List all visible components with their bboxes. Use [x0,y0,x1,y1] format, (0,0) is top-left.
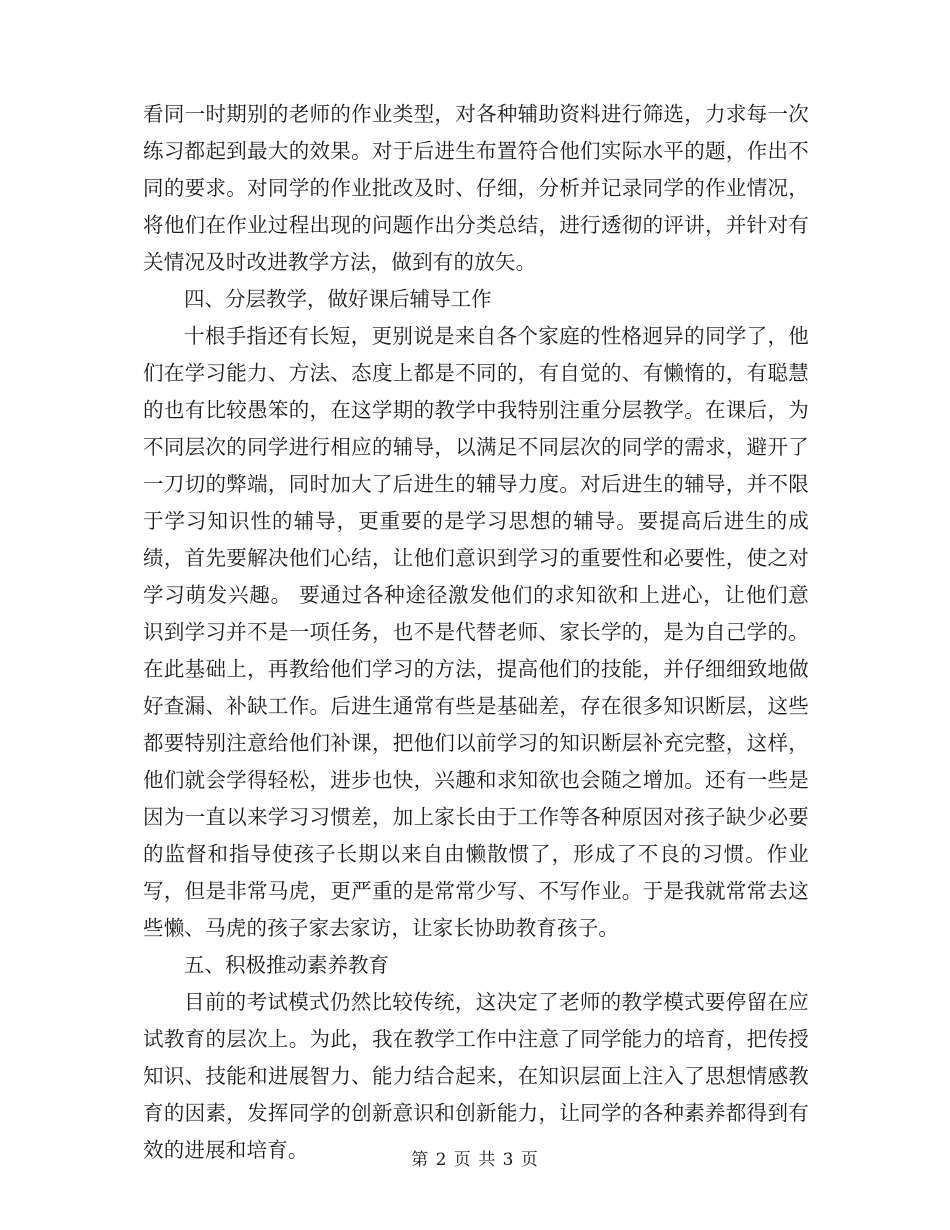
section-heading-quality-education: 五、积极推动素养教育 [184,953,389,977]
paragraph-homework: 看同一时期别的老师的作业类型，对各种辅助资料进行筛选，力求每一次练习都起到最大的效果。对于后进生布置符合他们实际水平的题，作出不同的要求。对同学的作业批改及时、仔细，分析并记录同学的作业情况，将他们在作业过程出现的问题作出分类总结，进行透彻的评讲，并针对有关情况及时改进教学方法，做到有的放矢。 [143,102,809,274]
document-body [143,96,809,1169]
page-number-footer: 第 2 页 共 3 页 [411,1150,539,1170]
paragraph-layered-teaching: 十根手指还有长短，更别说是来自各个家庭的性格迥异的同学了，他们在学习能力、方法、态度上都是不同的，有自觉的、有懒惰的，有聪慧的也有比较愚笨的，在这学期的教学中我特别注重分层教学。在课后，为不同层次的同学进行相应的辅导，以满足不同层次的同学的需求，避开了一刀切的弊端，同时加大了后进生的辅导力度。对后进生的辅导，并不限于学习知识性的辅导，更重要的是学习思想的辅导。要提高后进生的成绩，首先要解决他们心结，让他们意识到学习的重要性和必要性，使之对学习萌发兴趣。 要通过各种途径激发他们的求知欲和上进心，让他们意识到学习并不是一项任务，也不是代替老师、家长学的，是为自己学的。在此基础上，再教给他们学习的方法，提高他们的技能，并仔细细致地做好查漏、补缺工作。后进生通常有些是基础差，存在很多知识断层，这些都要特别注意给他们补课，把他们以前学习的知识断层补充完整，这样，他们就会学得轻松，进步也快，兴趣和求知欲也会随之增加。还有一些是因为一直以来学习习惯差，加上家长由于工作等各种原因对孩子缺少必要的监督和指导使孩子长期以来自由懒散惯了，形成了不良的习惯。作业写，但是非常马虎，更严重的是常常少写、不写作业。于是我就常常去这些懒、马虎的孩子家去家访，让家长协助教育孩子。 [143,324,809,940]
paragraph-quality-education: 目前的考试模式仍然比较传统，这决定了老师的教学模式要停留在应试教育的层次上。为此，我在教学工作中注意了同学能力的培育，把传授知识、技能和进展智力、能力结合起来，在知识层面上注入了思想情感教育的因素，发挥同学的创新意识和创新能力，让同学的各种素养都得到有效的进展和培育。 [143,990,809,1162]
section-heading-layered-teaching: 四、分层教学，做好课后辅导工作 [184,287,492,311]
